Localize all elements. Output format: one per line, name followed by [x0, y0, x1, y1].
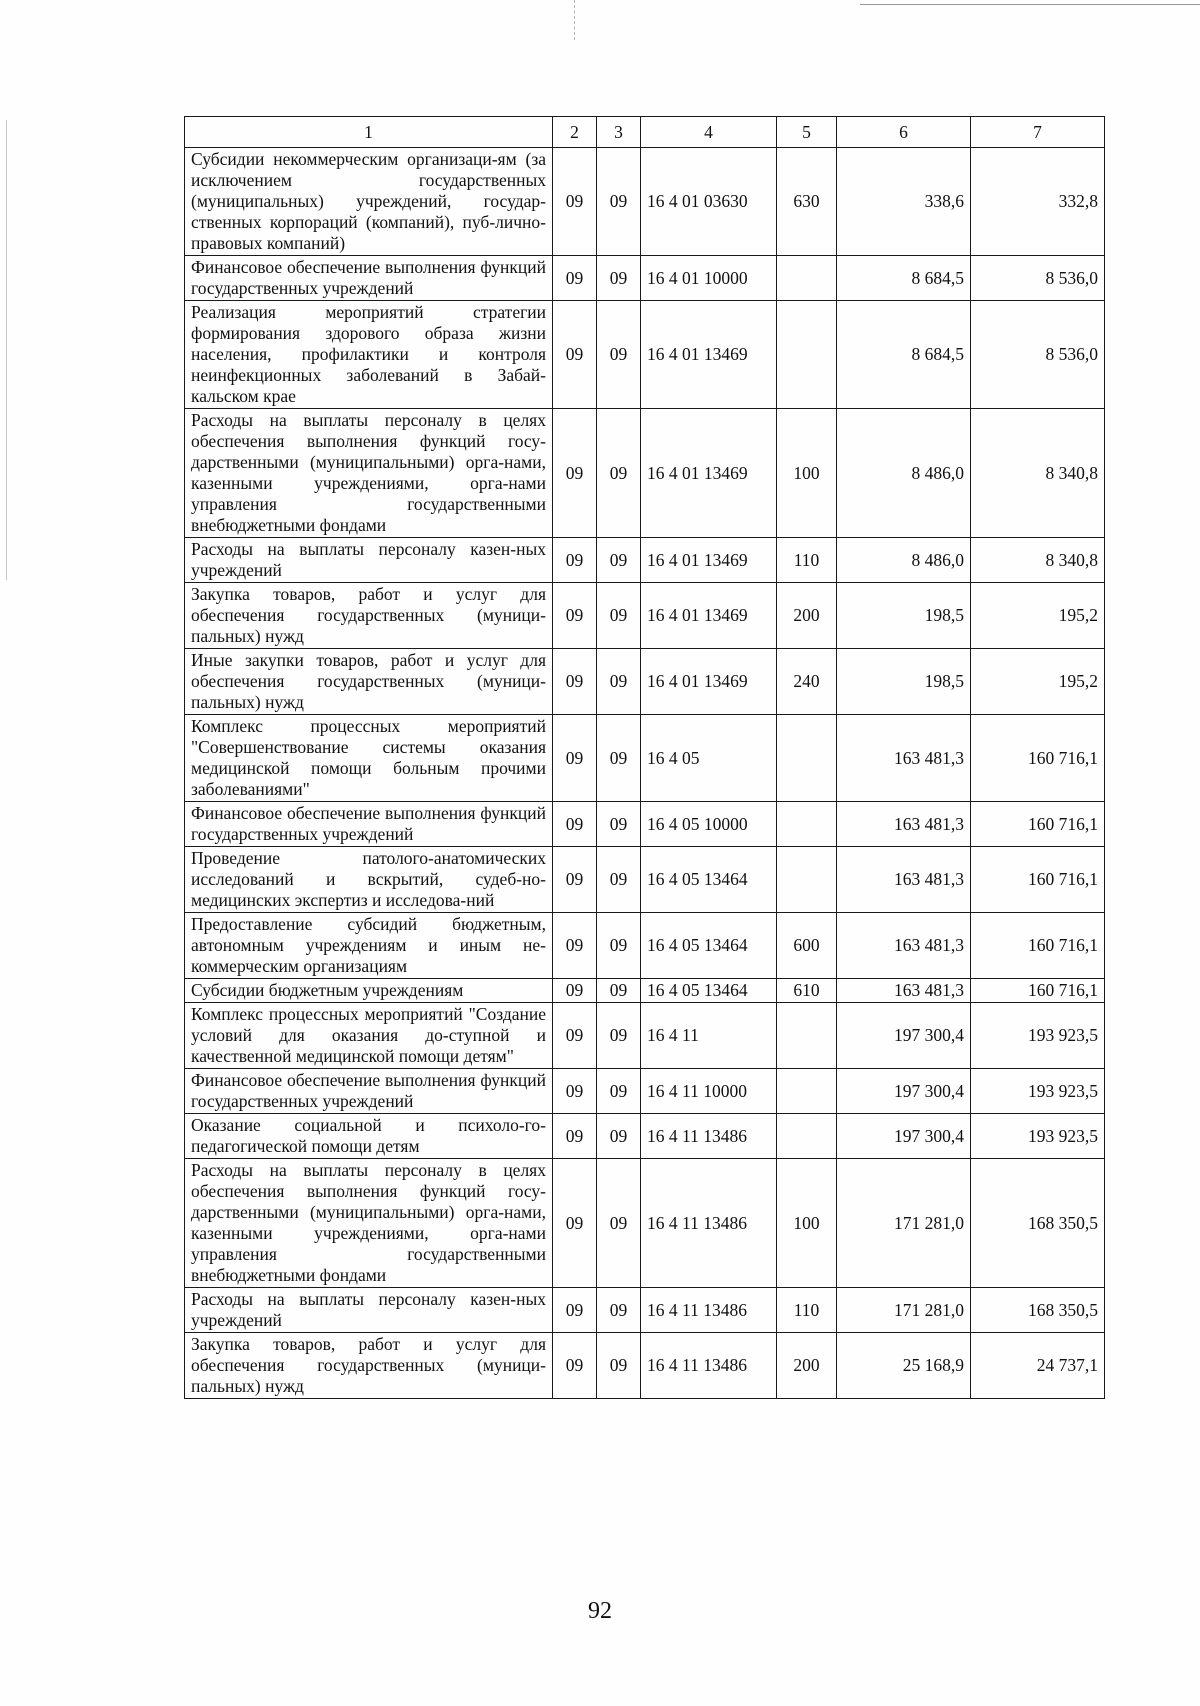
row-amount-1: 163 481,3 [837, 913, 971, 979]
table-header-row [185, 117, 1105, 148]
row-target-code: 16 4 05 13464 [641, 979, 777, 1003]
row-amount-1: 198,5 [837, 583, 971, 649]
row-section: 09 [553, 847, 597, 913]
row-subsection: 09 [597, 1159, 641, 1288]
row-amount-2: 332,8 [971, 148, 1105, 256]
row-section: 09 [553, 583, 597, 649]
row-target-code: 16 4 05 13464 [641, 847, 777, 913]
row-name: Проведение патолого-анатомических исследований и вскрытий, судеб-но-медицинских экспертиз и исследова-ний [185, 847, 553, 913]
table-row [185, 409, 1105, 538]
row-expense-type [777, 847, 837, 913]
row-target-code: 16 4 01 10000 [641, 256, 777, 301]
scan-fold-mark [574, 0, 575, 40]
column-header-5: 5 [777, 117, 837, 148]
row-name: Предоставление субсидий бюджетным, автономным учреждениям и иным не-коммерческим организациям [185, 913, 553, 979]
row-name: Субсидии бюджетным учреждениям [185, 979, 553, 1003]
table-row [185, 802, 1105, 847]
row-subsection: 09 [597, 979, 641, 1003]
row-name: Комплекс процессных мероприятий "Совершенствование системы оказания медицинской помощи больным прочими заболеваниями" [185, 715, 553, 802]
row-target-code: 16 4 11 13486 [641, 1333, 777, 1399]
row-target-code: 16 4 05 13464 [641, 913, 777, 979]
row-subsection: 09 [597, 301, 641, 409]
row-amount-1: 163 481,3 [837, 715, 971, 802]
row-expense-type [777, 301, 837, 409]
row-target-code: 16 4 11 13486 [641, 1159, 777, 1288]
row-name: Расходы на выплаты персоналу в целях обеспечения выполнения функций госу-дарственными (муниципальными) орга-нами, казенными учреждениями, орга-нами управления государственными внебюджетными фондами [185, 409, 553, 538]
row-name: Финансовое обеспечение выполнения функций государственных учреждений [185, 256, 553, 301]
row-expense-type: 630 [777, 148, 837, 256]
row-target-code: 16 4 11 [641, 1003, 777, 1069]
row-section: 09 [553, 301, 597, 409]
row-section: 09 [553, 1003, 597, 1069]
table-row [185, 583, 1105, 649]
row-section: 09 [553, 1069, 597, 1114]
row-amount-1: 25 168,9 [837, 1333, 971, 1399]
row-subsection: 09 [597, 1114, 641, 1159]
row-name: Финансовое обеспечение выполнения функций государственных учреждений [185, 802, 553, 847]
row-expense-type [777, 1114, 837, 1159]
row-section: 09 [553, 715, 597, 802]
row-subsection: 09 [597, 649, 641, 715]
row-amount-2: 160 716,1 [971, 913, 1105, 979]
row-expense-type: 110 [777, 538, 837, 583]
row-section: 09 [553, 1114, 597, 1159]
row-expense-type [777, 715, 837, 802]
row-amount-2: 8 340,8 [971, 538, 1105, 583]
row-name: Закупка товаров, работ и услуг для обеспечения государственных (муници-пальных) нужд [185, 1333, 553, 1399]
table-row [185, 979, 1105, 1003]
row-amount-2: 8 536,0 [971, 256, 1105, 301]
row-section: 09 [553, 256, 597, 301]
row-expense-type: 610 [777, 979, 837, 1003]
row-expense-type: 200 [777, 583, 837, 649]
table-row [185, 1333, 1105, 1399]
row-subsection: 09 [597, 1069, 641, 1114]
row-target-code: 16 4 11 10000 [641, 1069, 777, 1114]
row-section: 09 [553, 802, 597, 847]
row-expense-type: 100 [777, 1159, 837, 1288]
row-amount-2: 193 923,5 [971, 1003, 1105, 1069]
row-name: Расходы на выплаты персоналу казен-ных учреждений [185, 1288, 553, 1333]
row-target-code: 16 4 01 13469 [641, 583, 777, 649]
table-row [185, 538, 1105, 583]
row-amount-1: 197 300,4 [837, 1069, 971, 1114]
row-name: Расходы на выплаты персоналу в целях обеспечения выполнения функций госу-дарственными (муниципальными) орга-нами, казенными учреждениями, орга-нами управления государственными внебюджетными фондами [185, 1159, 553, 1288]
row-section: 09 [553, 409, 597, 538]
row-section: 09 [553, 1333, 597, 1399]
row-subsection: 09 [597, 538, 641, 583]
budget-table [184, 116, 1105, 1399]
row-name: Иные закупки товаров, работ и услуг для обеспечения государственных (муници-пальных) нужд [185, 649, 553, 715]
row-amount-1: 8 684,5 [837, 301, 971, 409]
row-expense-type: 200 [777, 1333, 837, 1399]
row-target-code: 16 4 11 13486 [641, 1288, 777, 1333]
row-target-code: 16 4 01 13469 [641, 409, 777, 538]
row-subsection: 09 [597, 1288, 641, 1333]
row-target-code: 16 4 01 13469 [641, 301, 777, 409]
table-row [185, 256, 1105, 301]
row-amount-2: 168 350,5 [971, 1159, 1105, 1288]
column-header-1: 1 [185, 117, 553, 148]
row-subsection: 09 [597, 583, 641, 649]
table-row [185, 1114, 1105, 1159]
row-amount-2: 24 737,1 [971, 1333, 1105, 1399]
row-target-code: 16 4 01 13469 [641, 649, 777, 715]
row-subsection: 09 [597, 913, 641, 979]
row-amount-1: 197 300,4 [837, 1114, 971, 1159]
row-section: 09 [553, 649, 597, 715]
table-row [185, 1069, 1105, 1114]
row-expense-type [777, 1069, 837, 1114]
row-amount-1: 163 481,3 [837, 802, 971, 847]
row-expense-type: 110 [777, 1288, 837, 1333]
table-row [185, 148, 1105, 256]
row-subsection: 09 [597, 715, 641, 802]
row-expense-type: 240 [777, 649, 837, 715]
column-header-7: 7 [971, 117, 1105, 148]
row-subsection: 09 [597, 802, 641, 847]
row-subsection: 09 [597, 847, 641, 913]
row-amount-1: 8 684,5 [837, 256, 971, 301]
row-amount-1: 163 481,3 [837, 979, 971, 1003]
row-subsection: 09 [597, 1333, 641, 1399]
row-amount-2: 160 716,1 [971, 847, 1105, 913]
column-header-2: 2 [553, 117, 597, 148]
row-name: Комплекс процессных мероприятий "Создание условий для оказания до-ступной и качественной медицинской помощи детям" [185, 1003, 553, 1069]
column-header-3: 3 [597, 117, 641, 148]
row-name: Субсидии некоммерческим организаци-ям (за исключением государственных (муниципальных) учреждений, государ-ственных корпораций (компаний), пуб-лично-правовых компаний) [185, 148, 553, 256]
row-subsection: 09 [597, 256, 641, 301]
row-section: 09 [553, 1288, 597, 1333]
table-row [185, 301, 1105, 409]
row-amount-2: 160 716,1 [971, 979, 1105, 1003]
row-name: Оказание социальной и психоло-го-педагогической помощи детям [185, 1114, 553, 1159]
row-amount-2: 8 340,8 [971, 409, 1105, 538]
row-amount-1: 8 486,0 [837, 538, 971, 583]
row-amount-1: 171 281,0 [837, 1159, 971, 1288]
row-expense-type [777, 802, 837, 847]
row-amount-2: 160 716,1 [971, 715, 1105, 802]
scan-edge-line [860, 4, 1200, 5]
row-expense-type: 600 [777, 913, 837, 979]
row-target-code: 16 4 01 13469 [641, 538, 777, 583]
row-amount-1: 8 486,0 [837, 409, 971, 538]
row-target-code: 16 4 11 13486 [641, 1114, 777, 1159]
row-name: Закупка товаров, работ и услуг для обеспечения государственных (муници-пальных) нужд [185, 583, 553, 649]
row-section: 09 [553, 1159, 597, 1288]
table-row [185, 1159, 1105, 1288]
table-body [185, 148, 1105, 1399]
column-header-4: 4 [641, 117, 777, 148]
table-row [185, 847, 1105, 913]
table-row [185, 1003, 1105, 1069]
table-row [185, 649, 1105, 715]
scan-edge-line-left [6, 120, 7, 580]
row-amount-2: 8 536,0 [971, 301, 1105, 409]
row-amount-2: 193 923,5 [971, 1069, 1105, 1114]
row-amount-2: 195,2 [971, 649, 1105, 715]
row-amount-1: 338,6 [837, 148, 971, 256]
row-subsection: 09 [597, 409, 641, 538]
row-amount-2: 193 923,5 [971, 1114, 1105, 1159]
row-section: 09 [553, 979, 597, 1003]
row-section: 09 [553, 538, 597, 583]
row-target-code: 16 4 01 03630 [641, 148, 777, 256]
row-amount-2: 195,2 [971, 583, 1105, 649]
row-subsection: 09 [597, 148, 641, 256]
page-number: 92 [588, 1598, 612, 1624]
row-target-code: 16 4 05 10000 [641, 802, 777, 847]
row-amount-1: 197 300,4 [837, 1003, 971, 1069]
row-amount-2: 168 350,5 [971, 1288, 1105, 1333]
row-name: Расходы на выплаты персоналу казен-ных учреждений [185, 538, 553, 583]
row-expense-type: 100 [777, 409, 837, 538]
row-name: Финансовое обеспечение выполнения функций государственных учреждений [185, 1069, 553, 1114]
row-name: Реализация мероприятий стратегии формирования здорового образа жизни населения, профилактики и контроля неинфекционных заболеваний в Забай-кальском крае [185, 301, 553, 409]
row-subsection: 09 [597, 1003, 641, 1069]
table-row [185, 1288, 1105, 1333]
row-amount-1: 171 281,0 [837, 1288, 971, 1333]
row-target-code: 16 4 05 [641, 715, 777, 802]
row-amount-1: 198,5 [837, 649, 971, 715]
row-section: 09 [553, 148, 597, 256]
table-row [185, 913, 1105, 979]
row-amount-2: 160 716,1 [971, 802, 1105, 847]
row-amount-1: 163 481,3 [837, 847, 971, 913]
table-row [185, 715, 1105, 802]
row-expense-type [777, 1003, 837, 1069]
row-section: 09 [553, 913, 597, 979]
row-expense-type [777, 256, 837, 301]
column-header-6: 6 [837, 117, 971, 148]
